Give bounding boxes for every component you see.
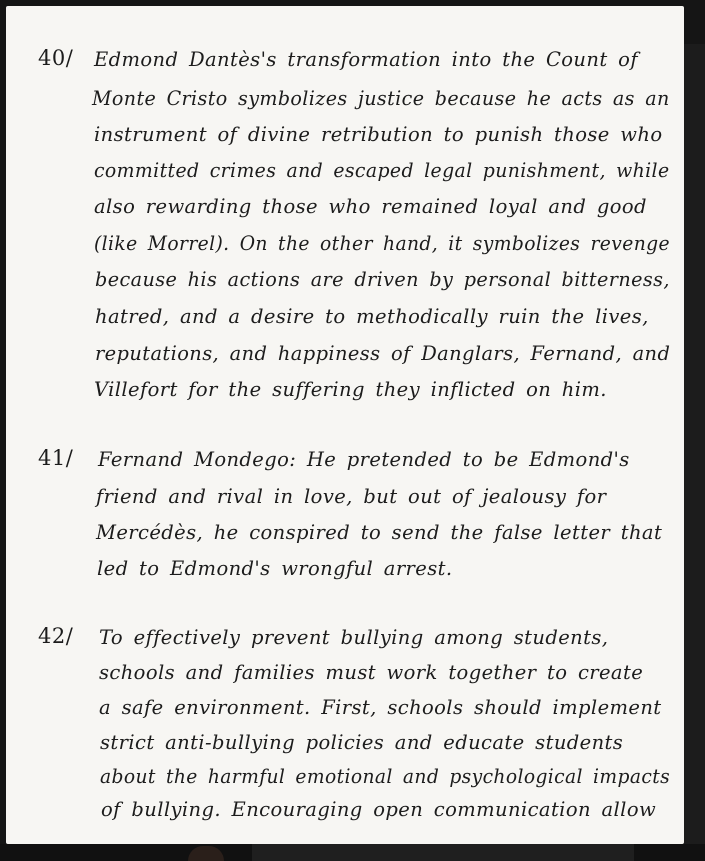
answer-line: (like Morrel). On the other hand, it symbolizes revenge	[94, 232, 670, 255]
answer-line: led to Edmond's wrongful arrest.	[97, 557, 453, 580]
answer-number: 42/	[38, 624, 74, 648]
handwritten-answer-sheet	[6, 6, 684, 844]
background-panel	[252, 844, 634, 861]
answer-line: friend and rival in love, but out of jealousy for	[96, 485, 607, 508]
answer-line: strict anti-bullying policies and educate students	[100, 731, 624, 754]
answer-line: Mercédès, he conspired to send the false letter that	[96, 521, 663, 544]
answer-line: schools and families must work together to create	[99, 661, 644, 684]
answer-line: Monte Cristo symbolizes justice because he acts as an	[92, 87, 670, 110]
answer-line: Fernand Mondego: He pretended to be Edmond's	[98, 448, 630, 471]
answer-line: To effectively prevent bullying among students,	[99, 626, 609, 649]
answer-line: because his actions are driven by personal bitterness,	[95, 268, 670, 291]
answer-line: Villefort for the suffering they inflicted on him.	[94, 378, 607, 401]
answer-line: instrument of divine retribution to punish those who	[94, 123, 663, 146]
answer-number: 40/	[38, 46, 74, 70]
answer-line: hatred, and a desire to methodically ruin the lives,	[95, 305, 649, 328]
answer-line: also rewarding those who remained loyal and good	[94, 195, 647, 218]
answer-line: a safe environment. First, schools should implement	[99, 696, 662, 719]
background-strip	[0, 844, 705, 861]
answer-line: committed crimes and escaped legal punishment, while	[94, 159, 670, 182]
answer-line: Edmond Dantès's transformation into the Count of	[94, 48, 638, 71]
answer-number: 41/	[38, 446, 74, 470]
answer-line: reputations, and happiness of Danglars, Fernand, and	[95, 342, 671, 365]
background-object	[188, 846, 224, 861]
background-edge	[684, 44, 705, 844]
answer-line: about the harmful emotional and psychological impacts	[100, 765, 671, 788]
answer-line: of bullying. Encouraging open communication allow	[101, 798, 657, 821]
